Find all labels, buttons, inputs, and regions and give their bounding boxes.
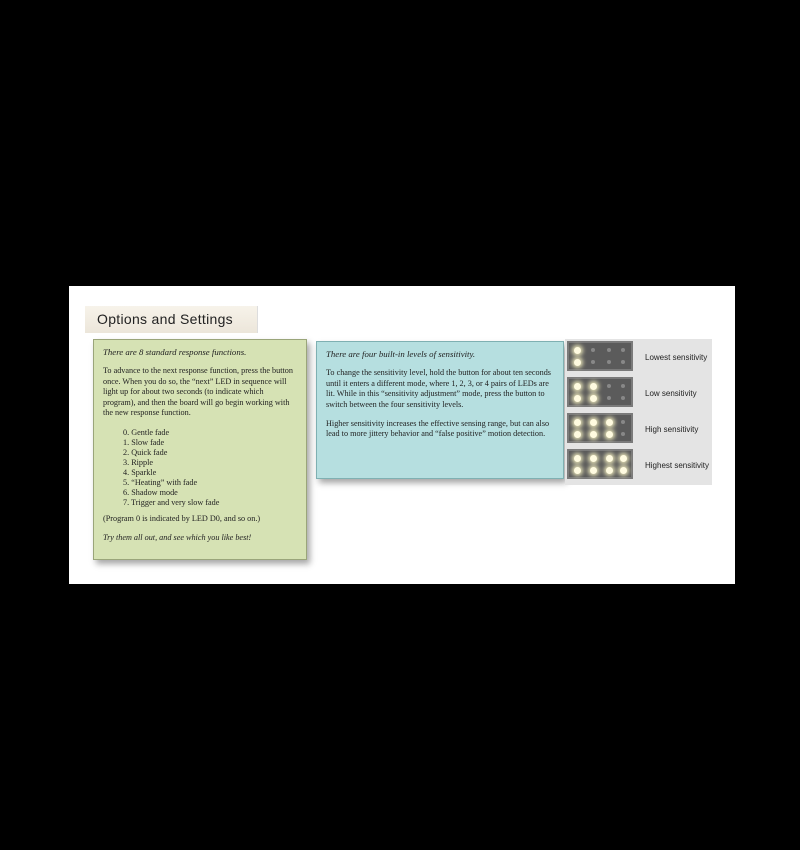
response-intro: There are 8 standard response functions. <box>103 347 247 357</box>
led-lit-icon <box>590 383 597 390</box>
led-off-icon <box>621 396 625 400</box>
led-lit-icon <box>590 467 597 474</box>
led-off-icon <box>591 348 595 352</box>
program-item: 4. Sparkle <box>123 468 157 478</box>
document-slide <box>69 286 735 584</box>
program-item: 6. Shadow mode <box>123 488 178 498</box>
led-off-icon <box>621 432 625 436</box>
led-off-icon <box>621 384 625 388</box>
led-lit-icon <box>574 431 581 438</box>
led-off-icon <box>591 360 595 364</box>
led-off-icon <box>607 348 611 352</box>
program-note: (Program 0 is indicated by LED D0, and so on.) <box>103 514 261 524</box>
led-lit-icon <box>606 467 613 474</box>
led-lit-icon <box>574 395 581 402</box>
sensitivity-legend <box>565 339 712 485</box>
title-tab <box>85 306 258 333</box>
sensitivity-intro: There are four built-in levels of sensitivity. <box>326 349 476 359</box>
program-item: 5. “Heating” with fade <box>123 478 198 488</box>
led-off-icon <box>607 384 611 388</box>
led-diagram-high <box>567 413 633 443</box>
program-item: 1. Slow fade <box>123 438 165 448</box>
led-lit-icon <box>574 383 581 390</box>
led-off-icon <box>621 360 625 364</box>
sensitivity-paragraph-2: Higher sensitivity increases the effective sensing range, but can also lead to more jittery behavior and “false positive” motion detection. <box>326 419 550 439</box>
led-lit-icon <box>590 455 597 462</box>
response-description: To advance to the next response function, press the button once. When you do so, the “next” LED in sequence will light up for about two seconds (to indicate which program), and then the board will go begin working with the new response function. <box>103 366 293 418</box>
led-lit-icon <box>606 455 613 462</box>
program-list <box>123 428 297 508</box>
program-item: 2. Quick fade <box>123 448 168 458</box>
led-diagram-lowest <box>567 341 633 371</box>
level-label-low: Low sensitivity <box>645 389 697 398</box>
led-lit-icon <box>590 395 597 402</box>
led-off-icon <box>621 348 625 352</box>
led-off-icon <box>607 396 611 400</box>
response-functions-panel <box>93 339 307 560</box>
program-item: 0. Gentle fade <box>123 428 170 438</box>
led-diagram-highest <box>567 449 633 479</box>
sensitivity-panel <box>316 341 564 479</box>
led-lit-icon <box>574 467 581 474</box>
led-lit-icon <box>590 431 597 438</box>
led-lit-icon <box>620 467 627 474</box>
led-lit-icon <box>606 419 613 426</box>
led-lit-icon <box>606 431 613 438</box>
led-off-icon <box>607 360 611 364</box>
program-item: 3. Ripple <box>123 458 154 468</box>
led-lit-icon <box>574 455 581 462</box>
led-diagram-low <box>567 377 633 407</box>
page-title: Options and Settings <box>97 311 233 327</box>
program-item: 7. Trigger and very slow fade <box>123 498 220 508</box>
led-lit-icon <box>574 359 581 366</box>
level-label-lowest: Lowest sensitivity <box>645 353 708 362</box>
level-label-highest: Highest sensitivity <box>645 461 710 470</box>
led-lit-icon <box>590 419 597 426</box>
closing-line: Try them all out, and see which you like best! <box>103 532 252 542</box>
level-label-high: High sensitivity <box>645 425 699 434</box>
led-lit-icon <box>574 347 581 354</box>
led-lit-icon <box>620 455 627 462</box>
led-lit-icon <box>574 419 581 426</box>
led-off-icon <box>621 420 625 424</box>
sensitivity-paragraph-1: To change the sensitivity level, hold the button for about ten seconds until it enters a different mode, where 1, 2, 3, or 4 pairs of LEDs are lit. While in this “sensitivity adjustment” mode, press the button to switch between the four sensitivity levels. <box>326 368 551 409</box>
